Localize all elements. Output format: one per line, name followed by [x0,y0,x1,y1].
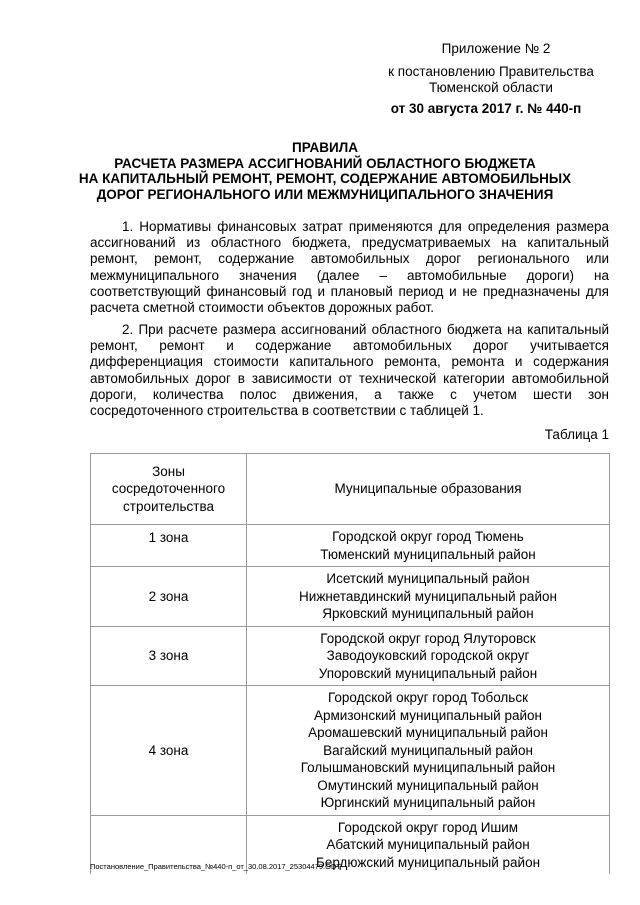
paragraph-2: 2. При расчете размера ассигнований областного бюджета на капитальный ремонт, ремонт и содержание автомобильных дорог учитывается дифференциация стоимости капитального ремонта, ремонта и содержания автомобильных дорог в зависимости от технической категории автомобильной дороги, количества полос движения, а также с учетом шести зон сосредоточенного строительства в соответствии с таблицей 1. [90,322,609,419]
table-row [91,567,610,627]
appendix-number: Приложение № 2 [441,41,551,56]
municipality: Заводоуковский городской округ [326,648,530,663]
municipality: Городской округ город Ишим [337,819,519,835]
zones-table [90,453,610,874]
municipality: Исетский муниципальный район [326,571,530,586]
municipality: Омутинский муниципальный район [317,777,539,793]
municipality: Бердюжский муниципальный район [315,854,541,870]
title-line: ПРАВИЛА [292,140,358,155]
municipalities-cell [247,525,610,567]
table-caption: Таблица 1 [544,427,609,442]
table-row [91,626,610,686]
title-line: ДОРОГ РЕГИОНАЛЬНОГО ИЛИ МЕЖМУНИЦИПАЛЬНОГО ЗНАЧЕНИЯ [96,186,554,202]
municipality: Армизонский муниципальный район [314,707,542,723]
header-zone-label: Зоны сосредоточенного строительства [111,463,226,514]
title-line: РАСЧЕТА РАЗМЕРА АССИГНОВАНИЙ ОБЛАСТНОГО БЮДЖЕТА [114,155,536,171]
appendix-reference: к постановлению Правительства [388,64,594,79]
municipality: Городской округ город Ялуторовск [320,630,536,646]
municipality: Аромашевский муниципальный район [308,725,548,740]
municipality: Вагайский муниципальный район [323,742,533,758]
municipality: Голышмановский муниципальный район [300,760,556,775]
municipality: Юргинский муниципальный район [320,795,536,810]
municipality: Абатский муниципальный район [326,837,530,852]
municipality: Тюменский муниципальный район [320,546,536,562]
municipality: Ярковский муниципальный район [322,606,534,621]
table-header-row [91,454,610,525]
municipality: Нижнетавдинский муниципальный район [299,588,557,604]
document-footer: Постановление_Правительства_№440-п_от_30.08.2017_25304479.ODT [90,862,341,871]
table-row [91,525,610,567]
header-municipalities: Муниципальные образования [247,454,610,525]
zone-cell: 2 зона [91,567,247,627]
paragraph-1: 1. Нормативы финансовых затрат применяются для определения размера ассигнований из областного бюджета, предусматриваемых на капитальный ремонт, ремонт, содержание автомобильных дорог регионального или межмуниципального значения (далее – автомобильные дороги) на соответствующий финансовый год и плановый период и не предназначены для расчета сметной стоимости объектов дорожных работ. [90,219,609,316]
municipality: Городской округ город Тюмень [332,529,524,544]
appendix-date: от 30 августа 2017 г. № 440-п [390,101,582,116]
zone-cell: 1 зона [91,525,247,567]
municipalities-cell [247,686,610,816]
zone-cell: 4 зона [91,686,247,816]
title-line: НА КАПИТАЛЬНЫЙ РЕМОНТ, РЕМОНТ, СОДЕРЖАНИЕ АВТОМОБИЛЬНЫХ [78,171,572,186]
document-title [60,140,590,202]
zone-cell: 3 зона [91,626,247,686]
municipalities-cell [247,626,610,686]
header-zone [91,454,247,525]
municipality: Городской округ город Тобольск [327,690,528,705]
municipality: Упоровский муниципальный район [318,665,538,681]
table-row [91,686,610,816]
appendix-region: Тюменской области [429,80,553,95]
municipalities-cell [247,567,610,627]
